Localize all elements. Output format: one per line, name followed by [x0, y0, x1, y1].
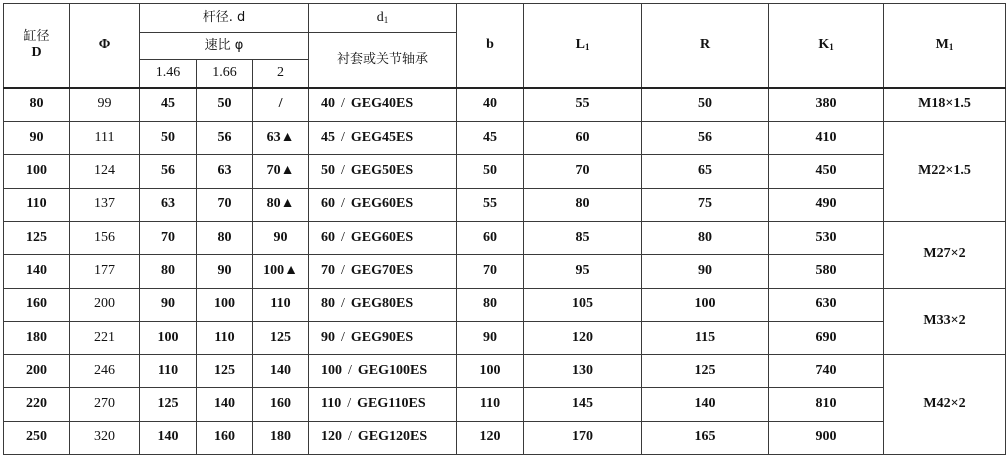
- cell-d1-bearing: 45 / GEG45ES: [309, 122, 457, 155]
- cell-d146: 80: [140, 255, 197, 288]
- cell-d2: 110: [253, 288, 309, 321]
- cell-b: 55: [457, 188, 524, 221]
- cell-D: 90: [4, 122, 70, 155]
- cell-phi: 177: [70, 255, 140, 288]
- cell-d2: 180: [253, 421, 309, 454]
- cell-d2: 125: [253, 321, 309, 354]
- cell-L1: 95: [524, 255, 642, 288]
- table-row: [4, 388, 1006, 421]
- cell-L1: 105: [524, 288, 642, 321]
- cell-b: 70: [457, 255, 524, 288]
- cell-d1-bearing: 80 / GEG80ES: [309, 288, 457, 321]
- cell-b: 50: [457, 155, 524, 188]
- cell-L1: 145: [524, 388, 642, 421]
- cell-R: 56: [642, 122, 769, 155]
- cell-d2: 100▲: [253, 255, 309, 288]
- cell-D: 140: [4, 255, 70, 288]
- cell-D: 180: [4, 321, 70, 354]
- cell-R: 140: [642, 388, 769, 421]
- cell-d1-bearing: 60 / GEG60ES: [309, 222, 457, 255]
- cell-d1-bearing: 120 / GEG120ES: [309, 421, 457, 454]
- col-header-phi: Φ: [70, 4, 140, 88]
- col-header-rod: 杆径. d: [140, 4, 309, 33]
- cell-d2: 63▲: [253, 122, 309, 155]
- cell-K1: 410: [769, 122, 884, 155]
- table-row: [4, 255, 1006, 288]
- cell-b: 110: [457, 388, 524, 421]
- cell-M1: M27×2: [884, 222, 1006, 289]
- cell-D: 160: [4, 288, 70, 321]
- cell-K1: 580: [769, 255, 884, 288]
- cell-d166: 90: [197, 255, 253, 288]
- cell-d146: 50: [140, 122, 197, 155]
- cell-d146: 45: [140, 88, 197, 122]
- cell-D: 200: [4, 355, 70, 388]
- cell-K1: 690: [769, 321, 884, 354]
- cell-K1: 810: [769, 388, 884, 421]
- cell-phi: 270: [70, 388, 140, 421]
- cell-L1: 130: [524, 355, 642, 388]
- cell-D: 125: [4, 222, 70, 255]
- cell-D: 220: [4, 388, 70, 421]
- cell-d166: 125: [197, 355, 253, 388]
- col-header-M1: $M_1$: [884, 4, 1006, 88]
- cell-phi: 156: [70, 222, 140, 255]
- cell-phi: 246: [70, 355, 140, 388]
- cell-d1-bearing: 100 / GEG100ES: [309, 355, 457, 388]
- cell-d2: 80▲: [253, 188, 309, 221]
- cell-d166: 63: [197, 155, 253, 188]
- cell-b: 80: [457, 288, 524, 321]
- cell-d1-bearing: 110 / GEG110ES: [309, 388, 457, 421]
- cell-R: 165: [642, 421, 769, 454]
- cell-M1: M42×2: [884, 355, 1006, 455]
- cell-d166: 70: [197, 188, 253, 221]
- table-row: [4, 188, 1006, 221]
- cell-K1: 740: [769, 355, 884, 388]
- cell-R: 115: [642, 321, 769, 354]
- cell-d1-bearing: 60 / GEG60ES: [309, 188, 457, 221]
- cell-R: 80: [642, 222, 769, 255]
- cell-phi: 200: [70, 288, 140, 321]
- cell-L1: 170: [524, 421, 642, 454]
- cell-d1-bearing: 40 / GEG40ES: [309, 88, 457, 122]
- table-row: [4, 288, 1006, 321]
- cell-R: 65: [642, 155, 769, 188]
- col-header-K1: $K_1$: [769, 4, 884, 88]
- cell-K1: 450: [769, 155, 884, 188]
- cell-L1: 60: [524, 122, 642, 155]
- cell-d166: 110: [197, 321, 253, 354]
- table-row: [4, 155, 1006, 188]
- cell-d2: 90: [253, 222, 309, 255]
- cell-phi: 221: [70, 321, 140, 354]
- cell-phi: 111: [70, 122, 140, 155]
- cell-d2: /: [253, 88, 309, 122]
- cell-b: 100: [457, 355, 524, 388]
- table-row: [4, 321, 1006, 354]
- cell-d2: 70▲: [253, 155, 309, 188]
- col-header-bearing: 衬套或关节轴承: [309, 33, 457, 88]
- table-row: [4, 88, 1006, 122]
- col-header-ratio-2: 1.66: [197, 60, 253, 88]
- spec-table: [3, 3, 1006, 455]
- table-row: [4, 122, 1006, 155]
- col-header-L1: $L_1$: [524, 4, 642, 88]
- cell-d166: 50: [197, 88, 253, 122]
- cell-M1: M18×1.5: [884, 88, 1006, 122]
- table-row: [4, 222, 1006, 255]
- cell-D: 80: [4, 88, 70, 122]
- cell-L1: 55: [524, 88, 642, 122]
- col-header-ratio-3: 2: [253, 60, 309, 88]
- cell-d166: 100: [197, 288, 253, 321]
- cell-d166: 140: [197, 388, 253, 421]
- cell-b: 45: [457, 122, 524, 155]
- cell-phi: 124: [70, 155, 140, 188]
- cell-R: 75: [642, 188, 769, 221]
- cell-d166: 160: [197, 421, 253, 454]
- cell-L1: 70: [524, 155, 642, 188]
- cell-d1-bearing: 50 / GEG50ES: [309, 155, 457, 188]
- cell-K1: 900: [769, 421, 884, 454]
- cell-d2: 140: [253, 355, 309, 388]
- col-header-bore: 缸径 D: [4, 4, 70, 88]
- cell-R: 125: [642, 355, 769, 388]
- cell-d146: 140: [140, 421, 197, 454]
- cell-M1: M33×2: [884, 288, 1006, 355]
- cell-b: 120: [457, 421, 524, 454]
- cell-K1: 530: [769, 222, 884, 255]
- table-row: [4, 421, 1006, 454]
- col-header-ratio: 速比 φ: [140, 33, 309, 60]
- cell-b: 40: [457, 88, 524, 122]
- cell-D: 100: [4, 155, 70, 188]
- cell-b: 60: [457, 222, 524, 255]
- cell-K1: 630: [769, 288, 884, 321]
- cell-L1: 80: [524, 188, 642, 221]
- cell-d1-bearing: 70 / GEG70ES: [309, 255, 457, 288]
- cell-d146: 125: [140, 388, 197, 421]
- cell-d146: 70: [140, 222, 197, 255]
- col-header-b: b: [457, 4, 524, 88]
- table-row: [4, 355, 1006, 388]
- cell-d1-bearing: 90 / GEG90ES: [309, 321, 457, 354]
- cell-d146: 100: [140, 321, 197, 354]
- cell-d146: 90: [140, 288, 197, 321]
- cell-d166: 56: [197, 122, 253, 155]
- cell-R: 90: [642, 255, 769, 288]
- cell-d146: 56: [140, 155, 197, 188]
- cell-phi: 137: [70, 188, 140, 221]
- cell-D: 110: [4, 188, 70, 221]
- cell-d146: 110: [140, 355, 197, 388]
- cell-phi: 320: [70, 421, 140, 454]
- cell-L1: 120: [524, 321, 642, 354]
- cell-d146: 63: [140, 188, 197, 221]
- cell-phi: 99: [70, 88, 140, 122]
- cell-R: 100: [642, 288, 769, 321]
- cell-D: 250: [4, 421, 70, 454]
- col-header-ratio-1: 1.46: [140, 60, 197, 88]
- cell-R: 50: [642, 88, 769, 122]
- cell-L1: 85: [524, 222, 642, 255]
- cell-b: 90: [457, 321, 524, 354]
- cell-d2: 160: [253, 388, 309, 421]
- cell-d166: 80: [197, 222, 253, 255]
- col-header-R: R: [642, 4, 769, 88]
- cell-K1: 490: [769, 188, 884, 221]
- cell-K1: 380: [769, 88, 884, 122]
- col-header-d1: $d_1$: [309, 4, 457, 33]
- cell-M1: M22×1.5: [884, 122, 1006, 222]
